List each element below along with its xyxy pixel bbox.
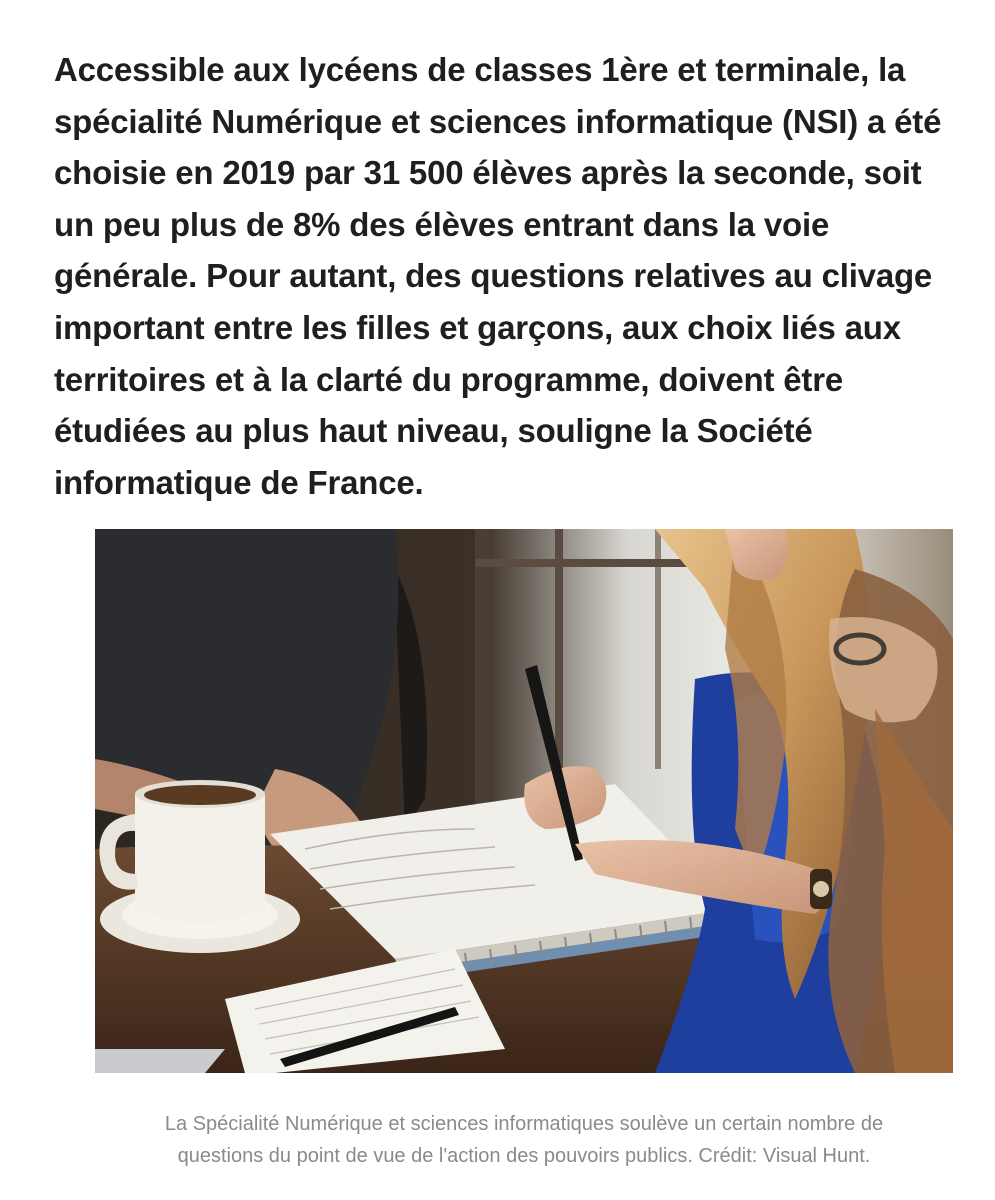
lead-line: informatique de France. [54,463,424,501]
caption-line: La Spécialité Numérique et sciences informatiques soulève un certain nombre de [164,1113,884,1135]
lead-line: un peu plus de 8% des élèves entrant dans la voie [54,205,830,243]
lead-line: spécialité Numérique et sciences informatique (NSI) a été [54,102,942,140]
lead-line: générale. Pour autant, des questions relatives au clivage [54,257,933,295]
article-photo [95,529,953,1073]
lead-line: Accessible aux lycéens de classes 1ère et terminale, la [54,51,906,88]
lead-line: important entre les filles et garçons, aux choix liés aux [54,308,901,346]
lead-line: étudiées au plus haut niveau, souligne la Société [54,412,813,450]
article-lead-paragraph [54,44,974,508]
photo-caption [95,1108,953,1172]
lead-line: choisie en 2019 par 31 500 élèves après la seconde, soit [54,154,922,192]
lead-line: territoires et à la clarté du programme, doivent être [54,360,843,398]
caption-line: questions du point de vue de l'action des pouvoirs publics. Crédit: Visual Hunt. [177,1145,871,1167]
photo-students-writing-illustration [95,529,953,1073]
